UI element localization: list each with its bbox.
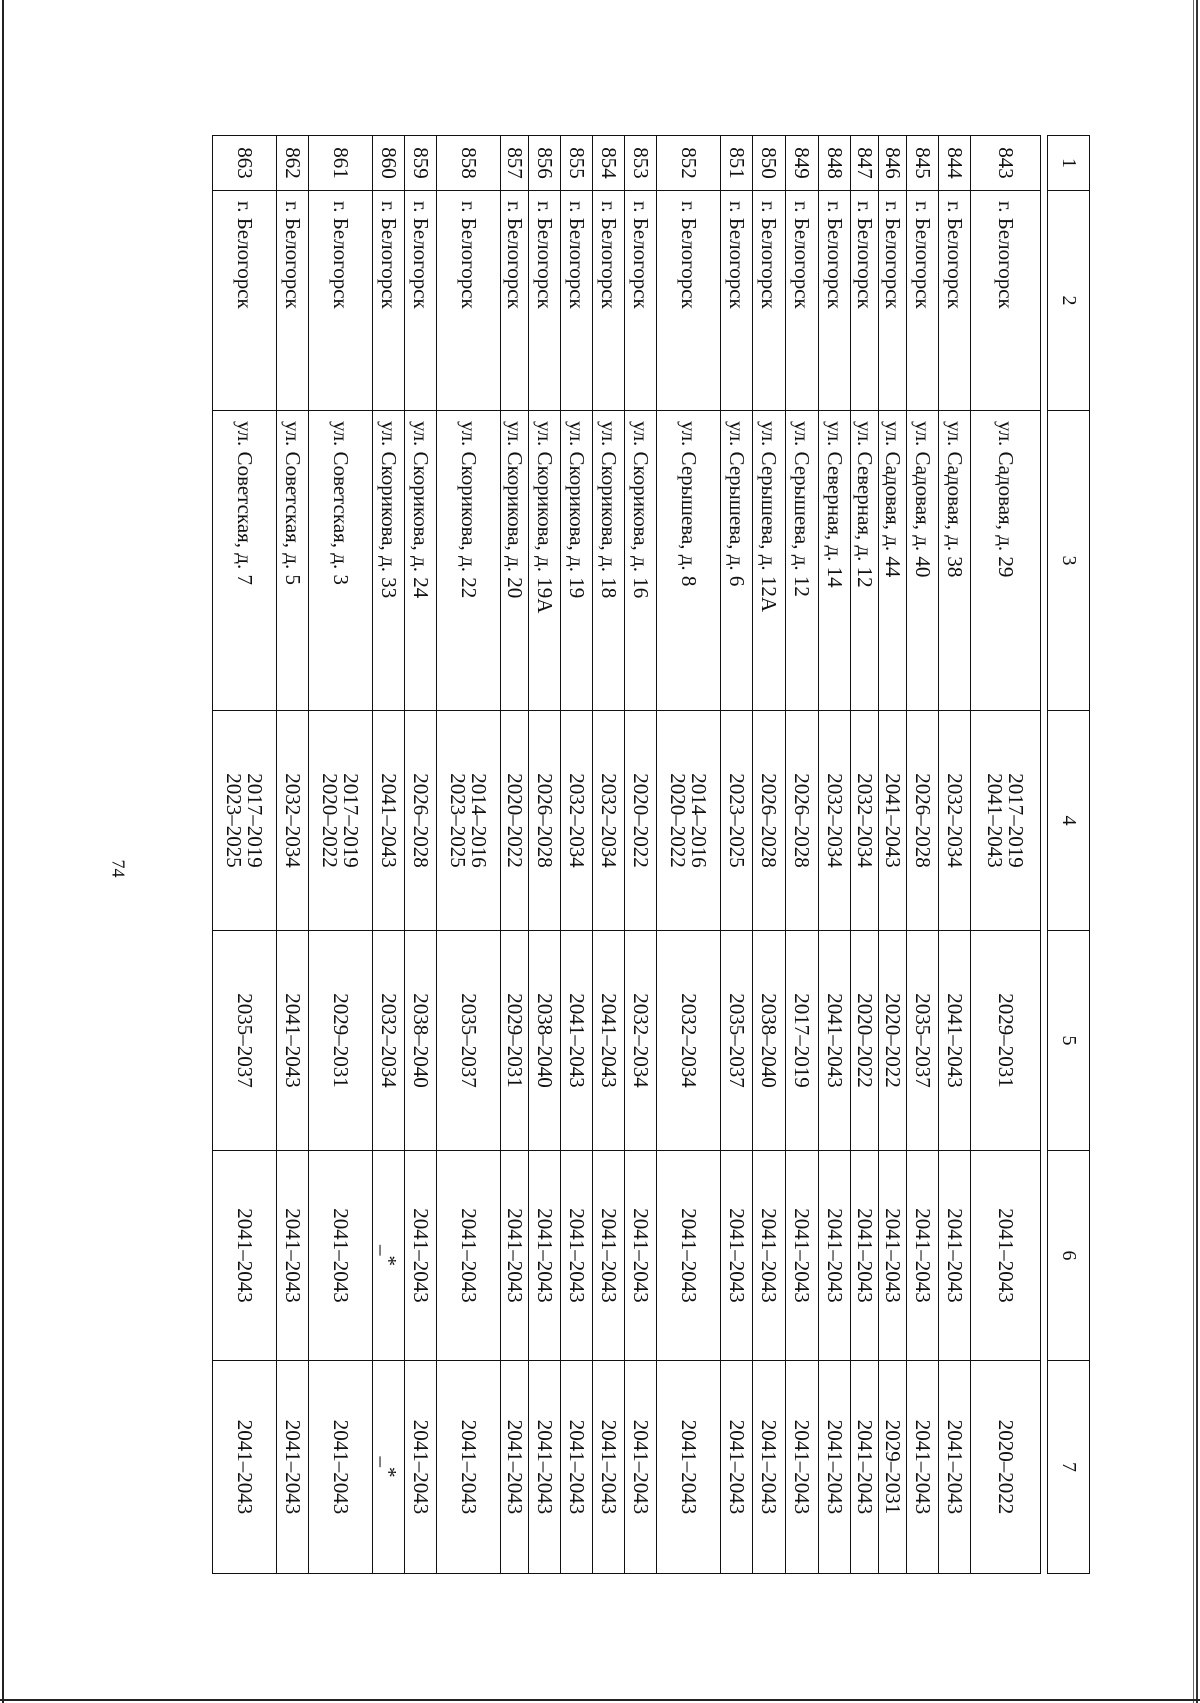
period-col6-cell: 2041–2043 [277,1151,309,1361]
period-col4-cell [309,711,373,931]
period-col7-cell: 2041–2043 [819,1361,851,1574]
period-col5-cell: 2032–2034 [657,931,721,1151]
row-number-cell: 848 [819,136,851,191]
period-line: 2014–2016 [687,773,712,868]
period-col6-cell: 2041–2043 [561,1151,593,1361]
period-col6-cell: 2041–2043 [786,1151,819,1361]
table-row [405,136,437,1574]
row-number-cell: 851 [721,136,753,191]
period-line: 2032–2034 [281,773,305,868]
address-cell: ул. Скорикова, д. 16 [625,411,657,711]
period-col7-cell: _* [373,1361,405,1574]
period-col4-cell [907,711,939,931]
table-row [213,136,277,1574]
address-cell: ул. Серышева, д. 8 [657,411,721,711]
table-row [657,136,721,1574]
table-header-row [1048,136,1090,1574]
period-col5-cell: 2041–2043 [561,931,593,1151]
period-col7-cell: 2041–2043 [939,1361,971,1574]
period-col4-cell [879,711,907,931]
period-col6-cell: 2041–2043 [593,1151,625,1361]
city-cell: г. Белогорск [501,191,529,411]
address-cell: ул. Советская, д. 3 [309,411,373,711]
period-col5-cell: 2041–2043 [819,931,851,1151]
city-cell: г. Белогорск [657,191,721,411]
city-cell: г. Белогорск [819,191,851,411]
row-number-cell: 859 [405,136,437,191]
row-number-cell: 850 [753,136,786,191]
period-col4-cell [405,711,437,931]
city-cell: г. Белогорск [593,191,625,411]
column-header: 3 [1048,411,1090,711]
period-col7-cell: 2041–2043 [277,1361,309,1574]
table-row [907,136,939,1574]
table-row [879,136,907,1574]
address-cell: ул. Скорикова, д. 19А [529,411,561,711]
header-separator [1041,136,1048,1574]
row-number-cell: 849 [786,136,819,191]
period-col6-cell: 2041–2043 [907,1151,939,1361]
city-cell: г. Белогорск [625,191,657,411]
period-col4-cell [971,711,1041,931]
period-col6-cell: 2041–2043 [819,1151,851,1361]
column-header: 2 [1048,191,1090,411]
period-line: 2041–2043 [983,773,1008,868]
rotated-table-sheet [190,135,1090,1573]
table-row [971,136,1041,1574]
city-cell: г. Белогорск [213,191,277,411]
period-col7-cell: 2041–2043 [593,1361,625,1574]
period-col6-cell: 2041–2043 [851,1151,879,1361]
period-line: 2020–2022 [503,773,527,868]
period-col5-cell: 2041–2043 [593,931,625,1151]
period-line: 2017–2019 [1004,773,1029,868]
row-number-cell: 844 [939,136,971,191]
period-col5-cell: 2041–2043 [939,931,971,1151]
period-col6-cell: 2041–2043 [309,1151,373,1361]
period-col5-cell: 2035–2037 [907,931,939,1151]
period-col4-cell [819,711,851,931]
address-cell: ул. Серышева, д. 12А [753,411,786,711]
scan-edge-right [1193,0,1194,1703]
period-col5-cell: 2038–2040 [529,931,561,1151]
table-row [625,136,657,1574]
city-cell: г. Белогорск [786,191,819,411]
period-col5-cell: 2038–2040 [753,931,786,1151]
page-number: 74 [108,859,129,878]
city-cell: г. Белогорск [851,191,879,411]
city-cell: г. Белогорск [907,191,939,411]
period-col4-cell [851,711,879,931]
period-line: 2026–2028 [757,773,782,868]
period-col7-cell: 2041–2043 [721,1361,753,1574]
period-col6-cell: 2041–2043 [879,1151,907,1361]
table-row [593,136,625,1574]
city-cell: г. Белогорск [437,191,501,411]
period-col5-cell: 2020–2022 [879,931,907,1151]
table-row [939,136,971,1574]
period-col7-cell: 2020–2022 [971,1361,1041,1574]
address-cell: ул. Серышева, д. 6 [721,411,753,711]
address-cell: ул. Садовая, д. 40 [907,411,939,711]
address-cell: ул. Скорикова, д. 22 [437,411,501,711]
column-header: 1 [1048,136,1090,191]
period-col7-cell: 2041–2043 [625,1361,657,1574]
period-col6-cell: 2041–2043 [939,1151,971,1361]
table-row [437,136,501,1574]
period-col7-cell: 2041–2043 [309,1361,373,1574]
period-col6-cell: 2041–2043 [405,1151,437,1361]
row-number-cell: 858 [437,136,501,191]
row-number-cell: 860 [373,136,405,191]
period-col6-cell: 2041–2043 [625,1151,657,1361]
address-cell: ул. Скорикова, д. 24 [405,411,437,711]
address-cell: ул. Скорикова, д. 33 [373,411,405,711]
period-line: 2026–2028 [409,773,433,868]
period-col4-cell [213,711,277,931]
period-col7-cell: 2041–2043 [786,1361,819,1574]
row-number-cell: 852 [657,136,721,191]
period-col5-cell: 2035–2037 [721,931,753,1151]
city-cell: г. Белогорск [721,191,753,411]
scan-edge-left [2,0,4,1703]
period-col7-cell: 2041–2043 [753,1361,786,1574]
period-col4-cell [721,711,753,931]
table-row [753,136,786,1574]
row-number-cell: 853 [625,136,657,191]
table-row [721,136,753,1574]
city-cell: г. Белогорск [405,191,437,411]
city-cell: г. Белогорск [373,191,405,411]
period-col4-cell [939,711,971,931]
table-row [819,136,851,1574]
table-row [501,136,529,1574]
period-col5-cell: 2035–2037 [437,931,501,1151]
address-cell: ул. Скорикова, д. 19 [561,411,593,711]
period-col5-cell: 2032–2034 [625,931,657,1151]
period-line: 2017–2019 [339,773,364,868]
city-cell: г. Белогорск [971,191,1041,411]
table-body [213,136,1041,1574]
period-col7-cell: 2041–2043 [851,1361,879,1574]
period-col4-cell [373,711,405,931]
address-cell: ул. Садовая, д. 29 [971,411,1041,711]
table-row [529,136,561,1574]
address-cell: ул. Скорикова, д. 18 [593,411,625,711]
table-row [309,136,373,1574]
period-col4-cell [657,711,721,931]
row-number-cell: 855 [561,136,593,191]
period-col4-cell [529,711,561,931]
period-col5-cell: 2029–2031 [501,931,529,1151]
table-row [851,136,879,1574]
period-line: 2023–2025 [222,773,247,868]
column-header: 4 [1048,711,1090,931]
period-col4-cell [437,711,501,931]
period-col4-cell [786,711,819,931]
address-cell: ул. Северная, д. 14 [819,411,851,711]
period-line: 2032–2034 [565,773,589,868]
period-line: 2026–2028 [533,773,557,868]
period-col4-cell [593,711,625,931]
period-col4-cell [501,711,529,931]
table-row [561,136,593,1574]
city-cell: г. Белогорск [561,191,593,411]
period-col7-cell: 2041–2043 [405,1361,437,1574]
period-col5-cell: 2029–2031 [309,931,373,1151]
row-number-cell: 846 [879,136,907,191]
row-number-cell: 854 [593,136,625,191]
period-line: 2032–2034 [823,773,847,868]
column-header: 7 [1048,1361,1090,1574]
row-number-cell: 862 [277,136,309,191]
period-line: 2014–2016 [467,773,492,868]
city-cell: г. Белогорск [753,191,786,411]
period-line: 2017–2019 [243,773,268,868]
period-line: 2041–2043 [881,773,905,868]
column-header: 5 [1048,931,1090,1151]
period-col6-cell: _* [373,1151,405,1361]
period-col7-cell: 2041–2043 [907,1361,939,1574]
period-col4-cell [625,711,657,931]
period-col6-cell: 2041–2043 [753,1151,786,1361]
period-line: 2020–2022 [666,773,691,868]
period-col5-cell: 2035–2037 [213,931,277,1151]
period-line: 2026–2028 [790,773,815,868]
period-col6-cell: 2041–2043 [657,1151,721,1361]
period-col5-cell: 2017–2019 [786,931,819,1151]
period-col6-cell: 2041–2043 [971,1151,1041,1361]
city-cell: г. Белогорск [277,191,309,411]
period-line: 2020–2022 [318,773,343,868]
table-row [786,136,819,1574]
period-col6-cell: 2041–2043 [501,1151,529,1361]
scan-edge-bottom [0,1699,1200,1701]
city-cell: г. Белогорск [879,191,907,411]
row-number-cell: 861 [309,136,373,191]
period-col6-cell: 2041–2043 [529,1151,561,1361]
period-col7-cell: 2041–2043 [529,1361,561,1574]
row-number-cell: 847 [851,136,879,191]
schedule-table [212,135,1090,1574]
city-cell: г. Белогорск [529,191,561,411]
period-col4-cell [561,711,593,931]
address-cell: ул. Садовая, д. 44 [879,411,907,711]
period-col4-cell [277,711,309,931]
period-line: 2041–2043 [377,773,401,868]
address-cell: ул. Садовая, д. 38 [939,411,971,711]
city-cell: г. Белогорск [939,191,971,411]
row-number-cell: 857 [501,136,529,191]
period-line: 2023–2025 [446,773,471,868]
period-line: 2032–2034 [943,773,967,868]
scan-edge-right-outer [1196,0,1198,1703]
row-number-cell: 856 [529,136,561,191]
period-col5-cell: 2032–2034 [373,931,405,1151]
row-number-cell: 845 [907,136,939,191]
period-col6-cell: 2041–2043 [721,1151,753,1361]
column-header: 6 [1048,1151,1090,1361]
address-cell: ул. Северная, д. 12 [851,411,879,711]
period-col4-cell [753,711,786,931]
period-col7-cell: 2041–2043 [501,1361,529,1574]
period-line: 2032–2034 [597,773,621,868]
table-row [373,136,405,1574]
address-cell: ул. Советская, д. 5 [277,411,309,711]
period-line: 2032–2034 [853,773,877,868]
period-line: 2023–2025 [725,773,749,868]
table-row [277,136,309,1574]
period-line: 2020–2022 [629,773,653,868]
period-col7-cell: 2041–2043 [213,1361,277,1574]
period-col5-cell: 2041–2043 [277,931,309,1151]
address-cell: ул. Серышева, д. 12 [786,411,819,711]
period-col7-cell: 2041–2043 [657,1361,721,1574]
period-line: 2026–2028 [911,773,935,868]
period-col6-cell: 2041–2043 [213,1151,277,1361]
address-cell: ул. Советская, д. 7 [213,411,277,711]
period-col7-cell: 2029–2031 [879,1361,907,1574]
period-col5-cell: 2029–2031 [971,931,1041,1151]
city-cell: г. Белогорск [309,191,373,411]
period-col7-cell: 2041–2043 [561,1361,593,1574]
period-col6-cell: 2041–2043 [437,1151,501,1361]
period-col5-cell: 2038–2040 [405,931,437,1151]
row-number-cell: 843 [971,136,1041,191]
period-col5-cell: 2020–2022 [851,931,879,1151]
address-cell: ул. Скорикова, д. 20 [501,411,529,711]
period-col7-cell: 2041–2043 [437,1361,501,1574]
row-number-cell: 863 [213,136,277,191]
